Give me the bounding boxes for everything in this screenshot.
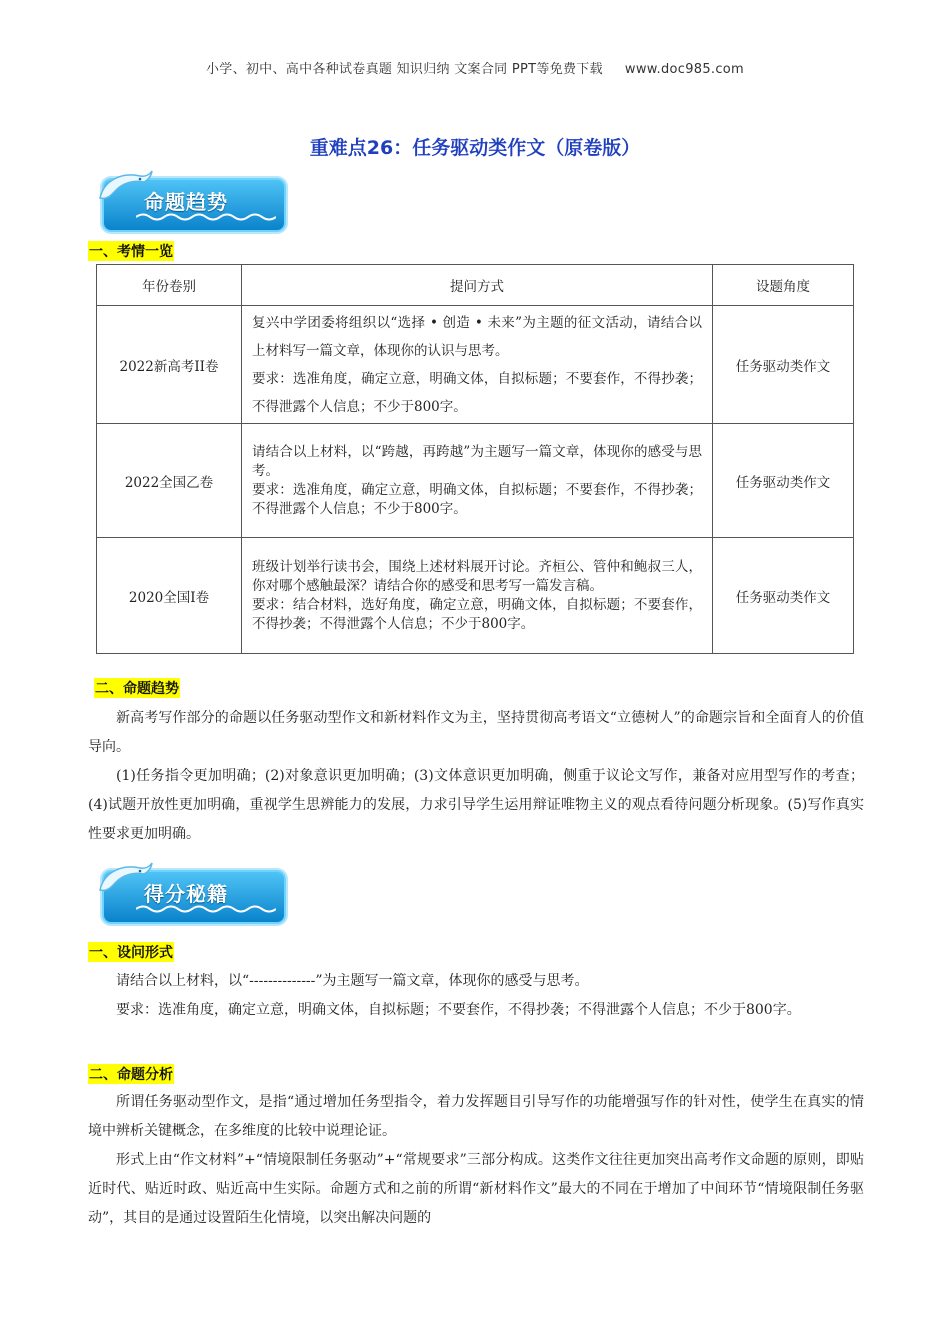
cell-requirement-text: 要求：结合材料，选好角度，确定立意，明确文体，自拟标题；不要套作，不得抄袭；不得泄露个人信息；不少于800字。 — [252, 596, 702, 632]
banner-trend-label: 命题趋势 — [144, 190, 228, 214]
th-angle: 设题角度 — [713, 265, 854, 306]
header-note — [0, 58, 950, 77]
analysis-paragraph-2: 形式上由“作文材料”+“情境限制任务驱动”+“常规要求”三部分构成。这类作文往往更加突出高考作文命题的原则，即贴近时代、贴近时政、贴近高中生实际。命题方式和之前的所谓“新材料作文”最大的不同在于增加了中间环节“情境限制任务驱动”，其目的是通过设置陌生化情境，以突出解决问题的 — [88, 1152, 864, 1226]
wave-icon — [136, 904, 276, 914]
table-row — [97, 538, 854, 654]
cell-year: 2020全国I卷 — [97, 538, 242, 654]
cell-requirement-text: 要求：选准角度，确定立意，明确文体，自拟标题；不要套作，不得抄袭；不得泄露个人信息；不少于800字。 — [252, 370, 702, 415]
form-paragraphs — [88, 967, 864, 1025]
banner-tips — [96, 860, 286, 924]
trend-paragraph-2: (1)任务指令更加明确；(2)对象意识更加明确；(3)文体意识更加明确，侧重于议论文写作，兼备对应用型写作的考查；(4)试题开放性更加明确，重视学生思辨能力的发展，力求引导学生运用辩证唯物主义的观点看待问题分析现象。(5)写作真实性要求更加明确。 — [88, 768, 864, 842]
trend-paragraph-1: 新高考写作部分的命题以任务驱动型作文和新材料作文为主，坚持贯彻高考语文“立德树人”的命题宗旨和全面育人的价值导向。 — [88, 710, 864, 755]
table-header-row — [97, 265, 854, 306]
table-row — [97, 306, 854, 424]
page-title: 重难点26：任务驱动类作文（原卷版） — [309, 137, 641, 159]
header-note-text: 小学、初中、高中各种试卷真题 知识归纳 文案合同 PPT等免费下载 — [205, 62, 603, 77]
cell-question — [242, 424, 713, 538]
form-paragraph-2: 要求：选准角度，确定立意，明确文体，自拟标题；不要套作，不得抄袭；不得泄露个人信息；不少于800字。 — [116, 1002, 801, 1018]
cell-angle: 任务驱动类作文 — [713, 306, 854, 424]
wave-icon — [136, 212, 276, 222]
banner-tips-label: 得分秘籍 — [144, 882, 228, 906]
cell-year: 2022新高考II卷 — [97, 306, 242, 424]
heading-analysis: 二、命题分析 — [88, 1064, 174, 1084]
analysis-paragraphs — [88, 1088, 864, 1233]
heading-exam-overview: 一、考情一览 — [88, 241, 174, 261]
cell-question — [242, 306, 713, 424]
form-paragraph-1: 请结合以上材料，以“--------------”为主题写一篇文章，体现你的感受与思考。 — [116, 973, 589, 989]
analysis-paragraph-1: 所谓任务驱动型作文，是指“通过增加任务型指令，着力发挥题目引导写作的功能增强写作的针对性，使学生在真实的情境中辨析关键概念，在多维度的比较中说理论证。 — [88, 1094, 864, 1139]
heading-trend: 二、命题趋势 — [94, 678, 180, 698]
cell-question-text: 请结合以上材料，以“跨越，再跨越”为主题写一篇文章，体现你的感受与思考。 — [252, 443, 702, 479]
cell-angle: 任务驱动类作文 — [713, 424, 854, 538]
exam-table — [96, 264, 854, 654]
cell-requirement-text: 要求：选准角度，确定立意，明确文体，自拟标题；不要套作，不得抄袭；不得泄露个人信息；不少于800字。 — [252, 481, 702, 517]
cell-question — [242, 538, 713, 654]
th-year: 年份卷别 — [97, 265, 242, 306]
cell-year: 2022全国乙卷 — [97, 424, 242, 538]
trend-paragraphs — [88, 704, 864, 849]
header-url[interactable]: www.doc985.com — [624, 62, 745, 77]
table-row — [97, 424, 854, 538]
cell-question-text: 复兴中学团委将组织以“选择 • 创造 • 未来”为主题的征文活动，请结合以上材料写一篇文章，体现你的认识与思考。 — [252, 314, 702, 359]
th-question: 提问方式 — [242, 265, 713, 306]
banner-trend — [96, 168, 286, 232]
cell-question-text: 班级计划举行读书会，围绕上述材料展开讨论。齐桓公、管仲和鲍叔三人，你对哪个感触最深？请结合你的感受和思考写一篇发言稿。 — [252, 558, 702, 594]
cell-angle: 任务驱动类作文 — [713, 538, 854, 654]
heading-question-form: 一、设问形式 — [88, 942, 174, 962]
